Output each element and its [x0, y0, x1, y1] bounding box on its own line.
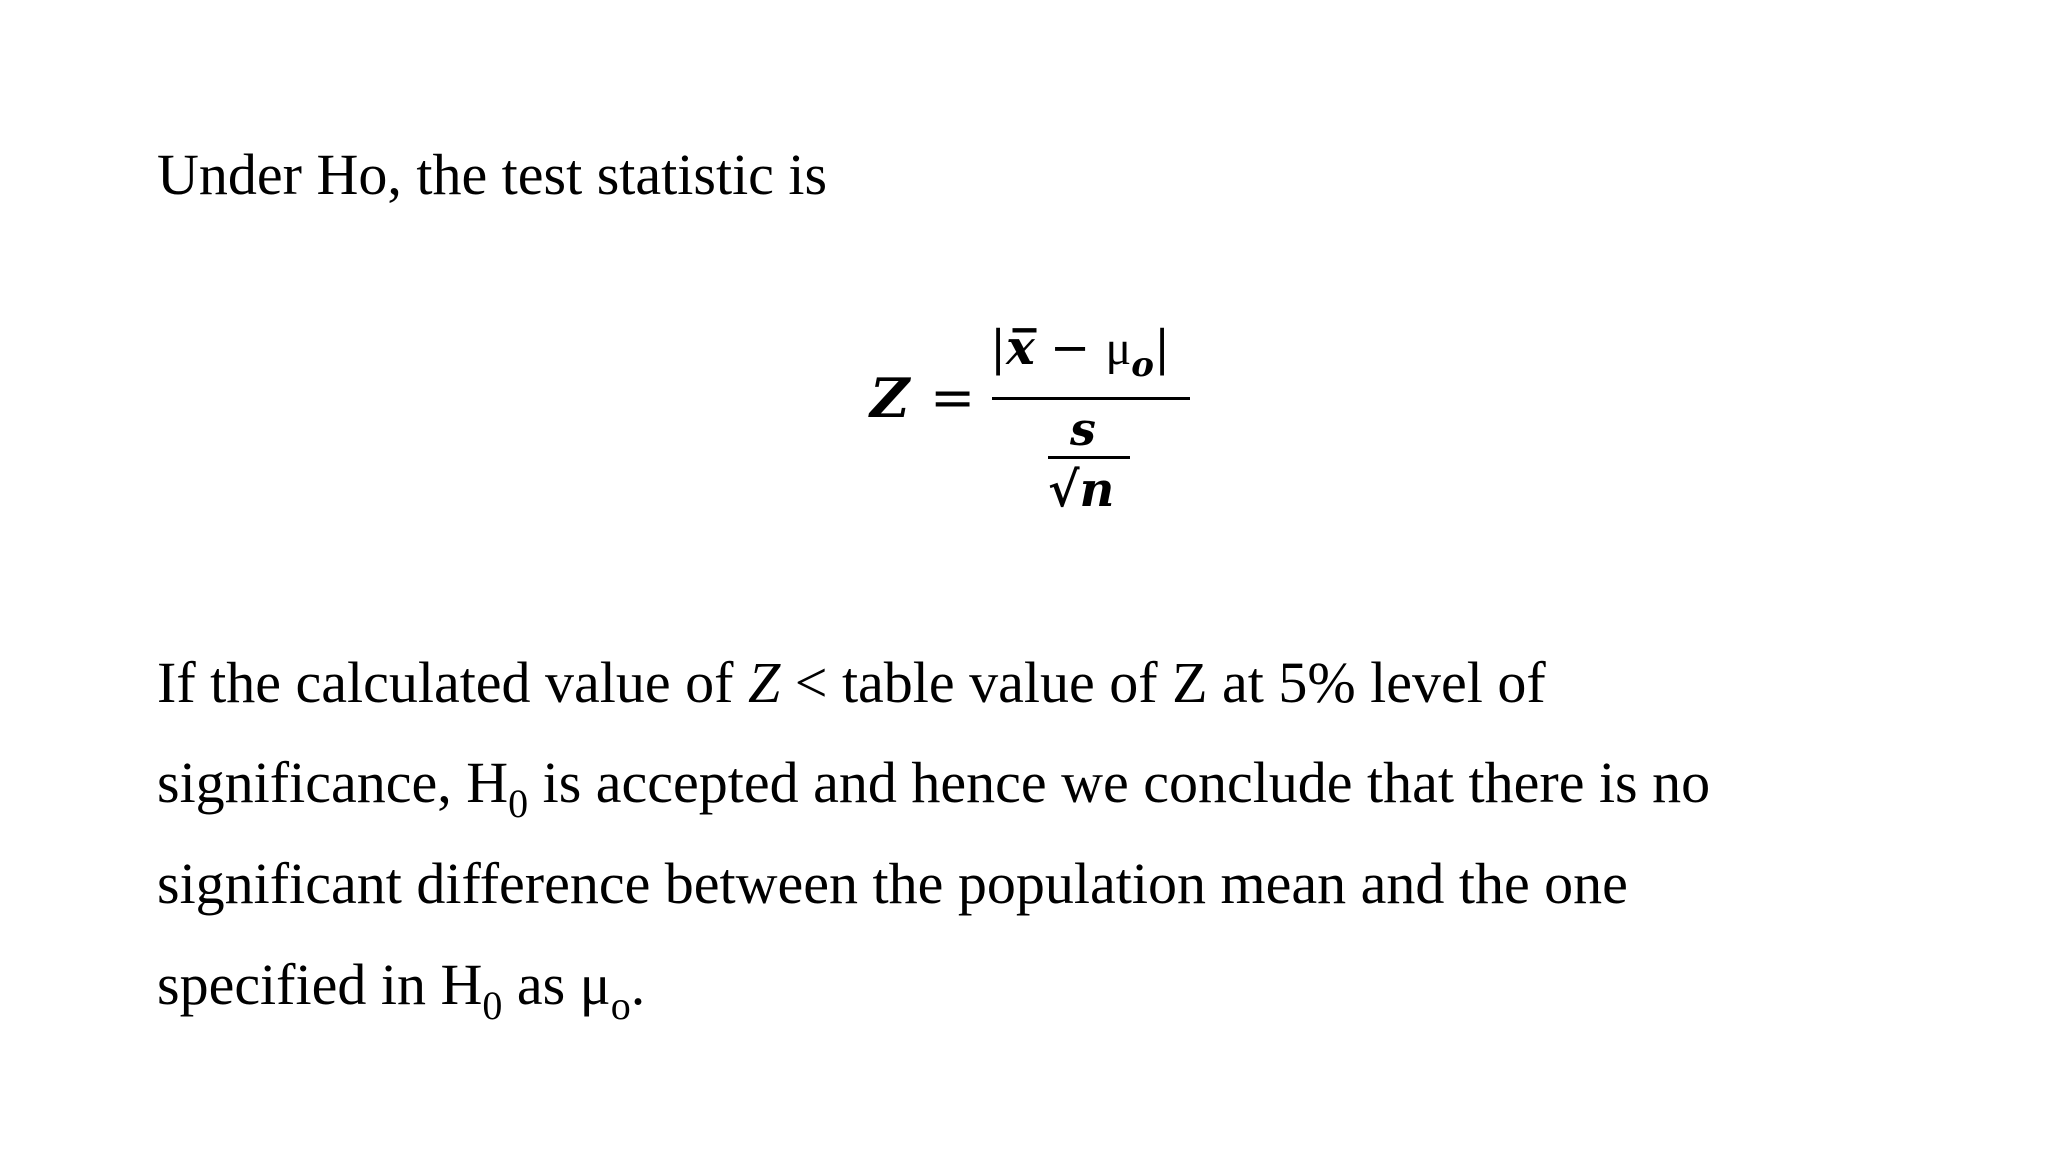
formula-lhs: Z — [870, 366, 910, 430]
paragraph-line-3: significant difference between the population mean and the one — [157, 851, 1628, 916]
numerator-open-bar: | — [990, 320, 1007, 376]
numerator-xbar: x̅ — [1006, 320, 1035, 376]
fraction-bar-main — [992, 397, 1190, 400]
line4-part-b: as μ — [502, 952, 611, 1017]
z-statistic-formula — [870, 320, 1200, 530]
numerator-minus: − — [1034, 320, 1106, 376]
formula-equals: = — [930, 366, 976, 429]
line1-part-b: < table value of Z at 5% level of — [780, 650, 1546, 715]
numerator-close-bar: | — [1153, 320, 1171, 376]
formula-numerator — [990, 320, 1171, 385]
line1-z: Z — [747, 650, 781, 715]
intro-text: Under Ho, the test statistic is — [157, 142, 828, 207]
denominator-sqrt-n — [1048, 462, 1114, 518]
fraction-bar-inner — [1048, 456, 1130, 459]
numerator-mu-subscript: o — [1131, 345, 1154, 385]
sqrt-n: n — [1079, 462, 1115, 518]
denominator-s: s — [1070, 402, 1096, 456]
line1-part-a: If the calculated value of — [157, 650, 748, 715]
line4-subscript-2: o — [610, 983, 631, 1028]
line2-subscript: 0 — [508, 781, 529, 826]
line2-part-b: is accepted and hence we conclude that there is no — [528, 750, 1711, 815]
paragraph-line-4 — [157, 952, 646, 1028]
line4-part-a: specified in H — [157, 952, 483, 1017]
paragraph-line-1 — [157, 650, 1546, 715]
paragraph-line-2 — [157, 750, 1711, 826]
line2-part-a: significance, H — [157, 750, 509, 815]
numerator-mu: μ — [1105, 322, 1132, 375]
sqrt-symbol: √ — [1048, 462, 1080, 518]
line4-subscript: 0 — [482, 983, 503, 1028]
line4-part-c: . — [630, 952, 646, 1017]
